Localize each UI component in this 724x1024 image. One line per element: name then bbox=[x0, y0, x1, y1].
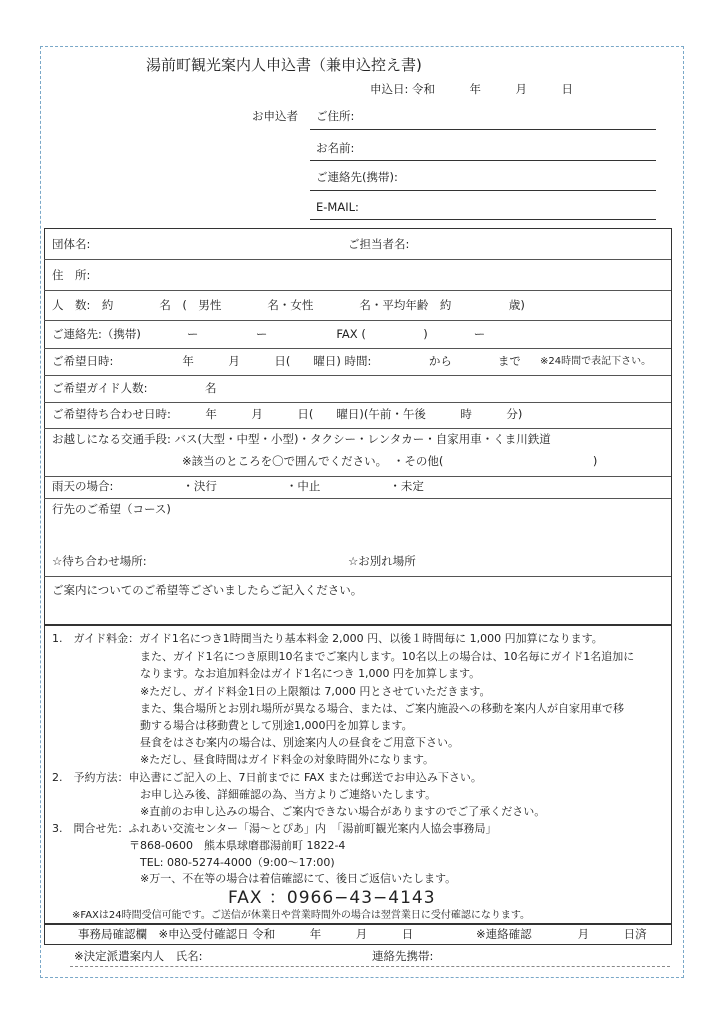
row-divider bbox=[44, 348, 671, 349]
rain-field[interactable]: 雨天の場合: ・決行 ・中止 ・未定 bbox=[52, 479, 424, 493]
info-line: 3. 問合せ先：ふれあい交流センター「湯～とぴあ」内 「湯前町観光案内人協会事務局」 bbox=[52, 822, 497, 835]
info-line: ※ただし、昼食時間はガイド料金の対象時間外になります。 bbox=[52, 753, 435, 766]
row-divider bbox=[44, 576, 671, 577]
group-name-field[interactable]: 団体名: bbox=[52, 237, 91, 251]
guide-count-field[interactable]: ご希望ガイド人数: 名 bbox=[52, 381, 217, 395]
info-line: ※万一、不在等の場合は着信確認にて、後日ご返信いたします。 bbox=[52, 872, 457, 885]
meeting-place-field[interactable]: ☆待ち合わせ場所: bbox=[52, 554, 147, 568]
info-line: 〒868-0600 熊本県球磨郡湯前町 1822-4 bbox=[52, 839, 346, 852]
info-line: なります。なお追加料金はガイド1名につき 1,000 円を加算します。 bbox=[52, 667, 481, 680]
info-line: お申し込み後、詳細確認の為、当方よりご連絡いたします。 bbox=[52, 788, 437, 801]
transport-note: ※該当のところを〇で囲んでください。 ・その他( ) bbox=[182, 454, 598, 468]
applicant-label: お申込者 bbox=[252, 109, 298, 123]
info-line: 1. ガイド料金：ガイド1名につき1時間当たり基本料金 2,000 円、以後１時間毎に 1,000 円加算になります。 bbox=[52, 632, 603, 645]
applicant-name-label: お名前: bbox=[316, 141, 355, 155]
row-divider bbox=[44, 259, 671, 260]
row-divider bbox=[44, 290, 671, 291]
applicant-address-label: ご住所: bbox=[316, 109, 355, 123]
farewell-place-field[interactable]: ☆お別れ場所 bbox=[348, 554, 416, 568]
info-line: 昼食をはさむ案内の場合は、別途案内人の昼食をご用意下さい。 bbox=[52, 736, 459, 749]
page-title: 湯前町観光案内人申込書（兼申込控え書) bbox=[146, 56, 422, 74]
applicant-email-line[interactable] bbox=[310, 219, 656, 220]
row-divider bbox=[44, 375, 671, 376]
row-divider bbox=[44, 476, 671, 477]
info-line: ※ただし、ガイド料金1日の上限額は 7,000 円とさせていただきます。 bbox=[52, 685, 491, 698]
info-line: 動する場合は移動費として別途1,000円を加算します。 bbox=[52, 719, 413, 732]
fax-number: FAX ：0966−43−4143 bbox=[228, 888, 436, 908]
preferred-date-field[interactable]: ご希望日時: 年 月 日( 曜日) 時間: から まで bbox=[52, 354, 521, 368]
info-line: 2. 予約方法：申込書にご記入の上、7日前までに FAX または郵送でお申込み下さい。 bbox=[52, 771, 482, 784]
info-line: また、ガイド1名につき原則10名までご案内します。10名以上の場合は、10名毎にガイド1名追加に bbox=[52, 650, 635, 663]
dispatched-guide-field[interactable]: ※決定派遣案内人 氏名: bbox=[74, 949, 203, 963]
row-divider bbox=[44, 320, 671, 321]
dispatched-line bbox=[70, 966, 670, 967]
applicant-contact-line[interactable] bbox=[310, 190, 656, 191]
applicant-address-line[interactable] bbox=[310, 129, 656, 130]
address-field[interactable]: 住 所: bbox=[52, 268, 91, 282]
transport-field[interactable]: お越しになる交通手段: バス(大型・中型・小型)・タクシー・レンタカー・自家用車・くま川鉄道 bbox=[52, 432, 551, 446]
row-divider bbox=[44, 402, 671, 403]
info-line: ※直前のお申し込みの場合、ご案内できない場合がありますのでご了承ください。 bbox=[52, 805, 546, 818]
info-line: また、集合場所とお別れ場所が異なる場合、または、ご案内施設への移動を案内人が自家用車で移 bbox=[52, 702, 624, 715]
requests-field[interactable]: ご案内についてのご希望等ございましたらご記入ください。 bbox=[52, 583, 363, 597]
applicant-contact-label: ご連絡先(携帯): bbox=[316, 170, 398, 184]
course-field[interactable]: 行先のご希望（コース) bbox=[52, 502, 171, 516]
application-date: 申込日: 令和 年 月 日 bbox=[370, 82, 574, 96]
applicant-name-line[interactable] bbox=[310, 160, 656, 161]
meeting-time-field[interactable]: ご希望待ち合わせ日時: 年 月 日( 曜日)(午前・午後 時 分) bbox=[52, 407, 523, 421]
applicant-email-label: E-MAIL: bbox=[316, 200, 359, 214]
person-in-charge-field[interactable]: ご担当者名: bbox=[348, 237, 410, 251]
contact-field[interactable]: ご連絡先:（携帯) ー ー FAX ( ) ー bbox=[52, 327, 486, 341]
fax-note: ※FAXは24時間受信可能です。ご送信が休業日や営業時間外の場合は翌営業日に受付確認になります。 bbox=[72, 910, 531, 921]
time-format-note: ※24時間で表記下さい。 bbox=[540, 356, 652, 367]
contact-confirm-field[interactable]: ※連絡確認 月 日済 bbox=[476, 927, 647, 941]
office-confirm-field[interactable]: 事務局確認欄 ※申込受付確認日 令和 年 月 日 bbox=[78, 927, 414, 941]
headcount-field[interactable]: 人 数: 約 名 ( 男性 名・女性 名・平均年齢 約 歳) bbox=[52, 298, 525, 312]
row-divider bbox=[44, 498, 671, 499]
row-divider bbox=[44, 428, 671, 429]
info-line: TEL: 080-5274-4000（9:00～17:00) bbox=[52, 856, 335, 869]
dispatched-contact-field[interactable]: 連絡先携帯: bbox=[372, 949, 434, 963]
